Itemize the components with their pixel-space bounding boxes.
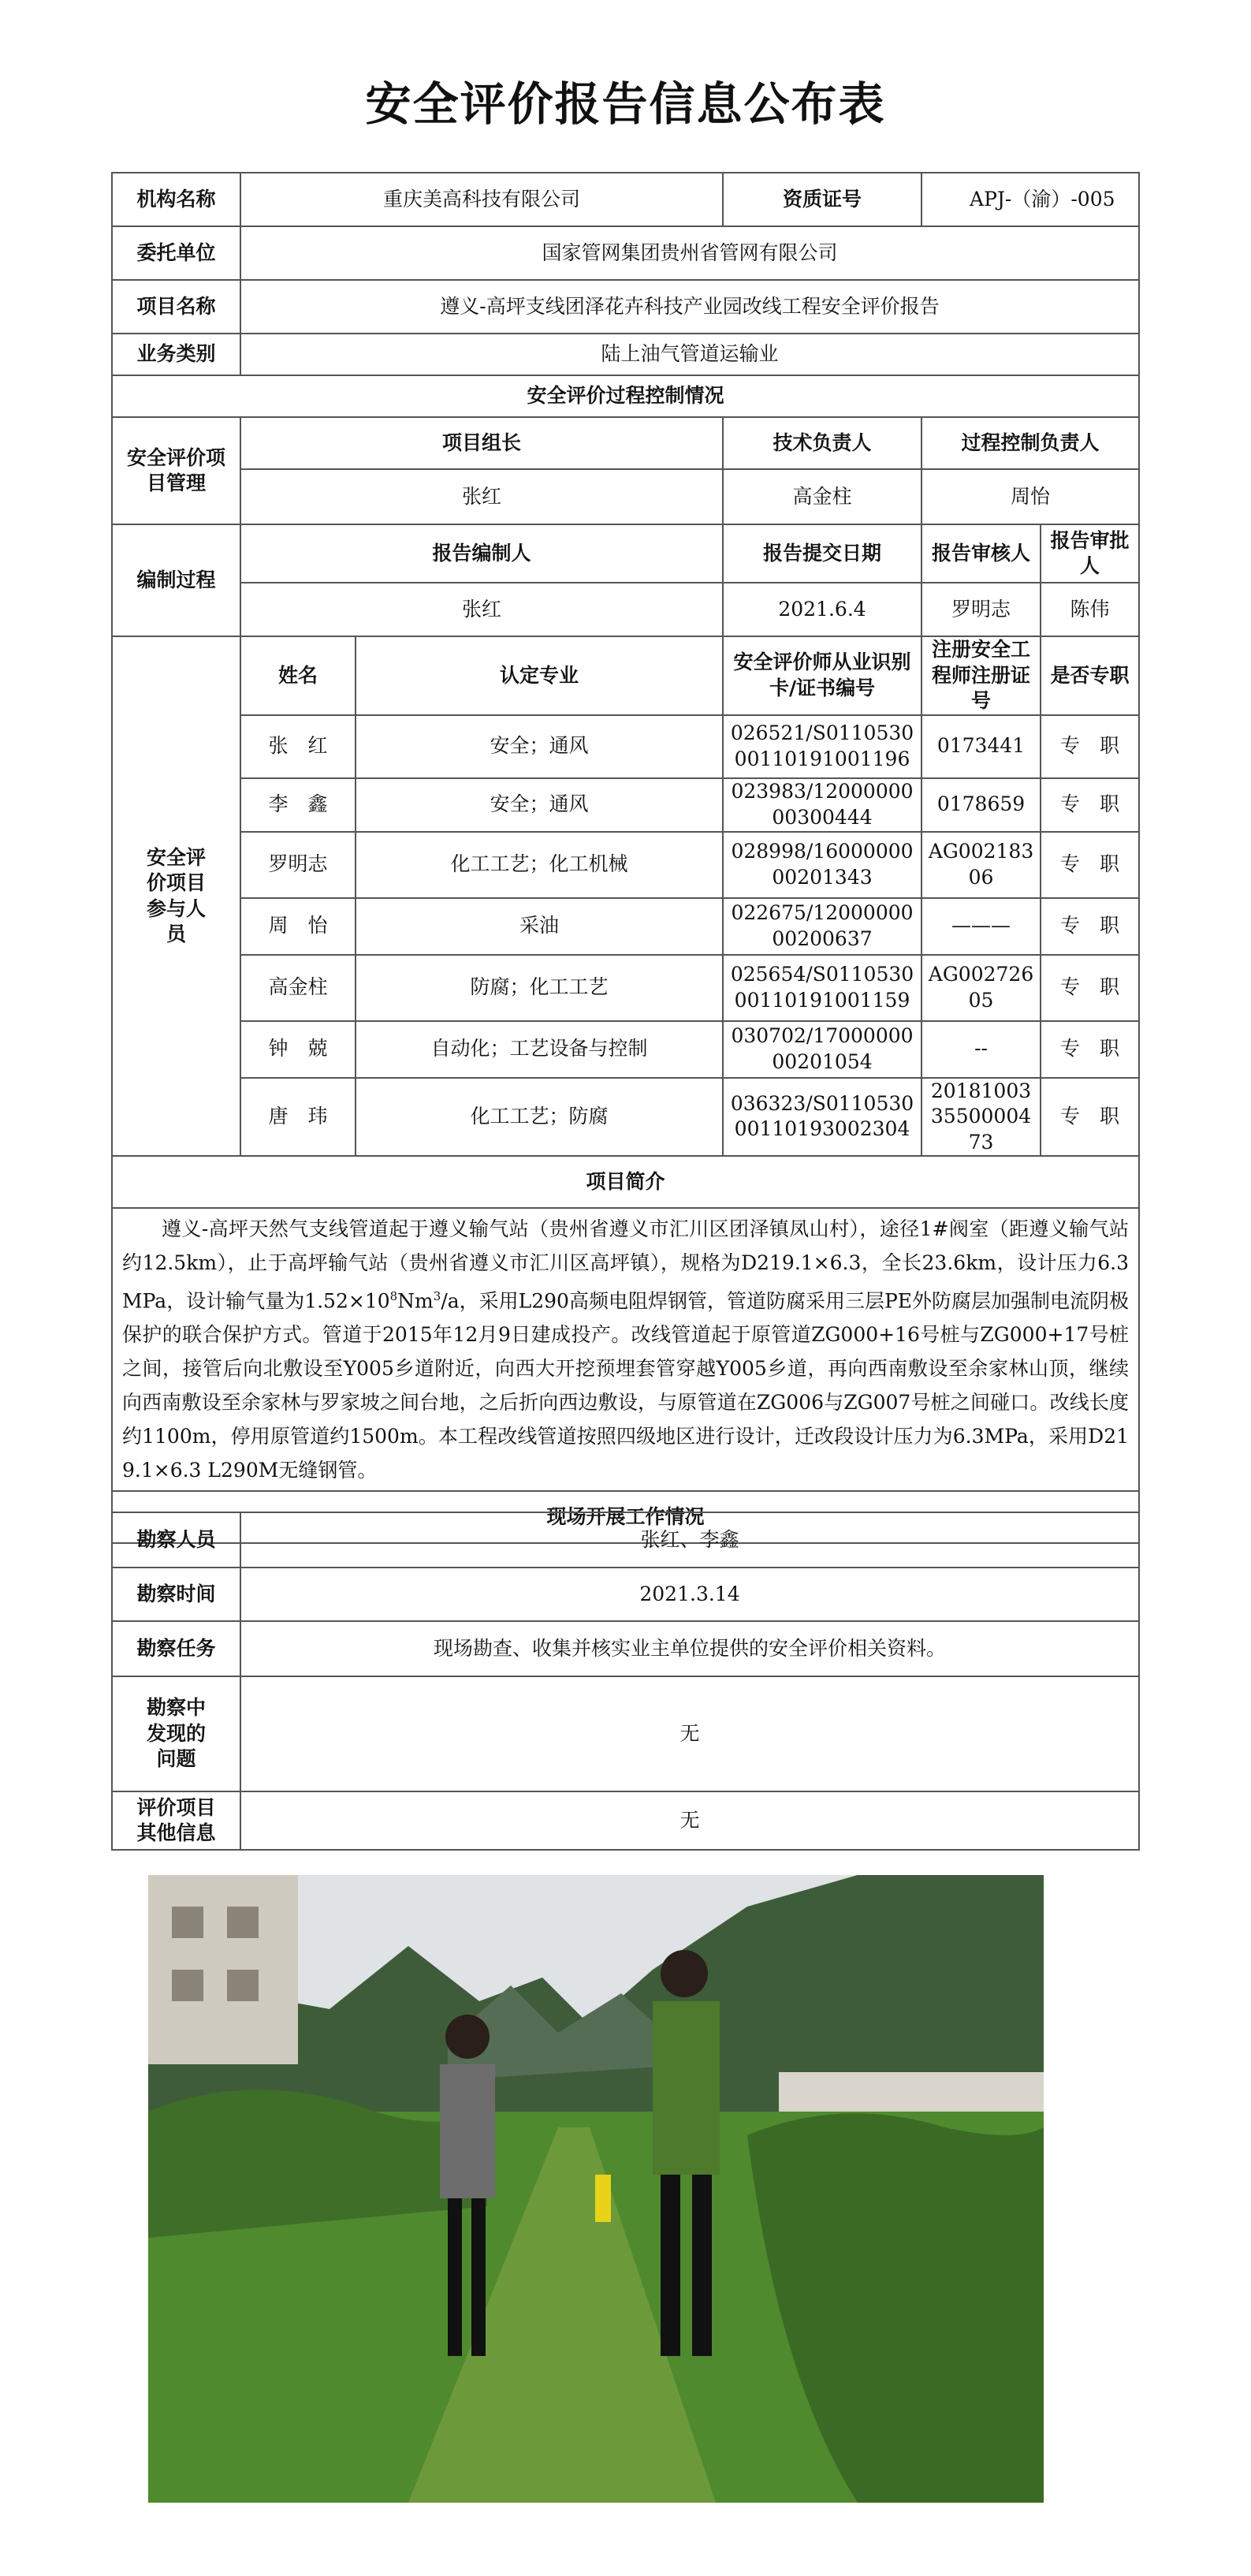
participant-fulltime: 专 职: [1041, 1021, 1139, 1078]
participant-card: 036323/S011053000110193002304: [723, 1078, 921, 1157]
participant-reg: AG00272605: [921, 955, 1041, 1021]
field-value: 2021.3.14: [240, 1568, 1139, 1621]
cert-label: 资质证号: [723, 173, 921, 226]
participant-card: 028998/1600000000201343: [723, 832, 921, 898]
compile-value-date: 2021.6.4: [723, 583, 921, 636]
mgmt-value-control: 周怡: [921, 469, 1139, 524]
intro-text-unit: Nm: [397, 1289, 434, 1313]
project-value: 遵义-高坪支线团泽花卉科技产业园改线工程安全评价报告: [240, 280, 1139, 334]
table-row: [112, 778, 1139, 832]
participant-fulltime: 专 职: [1041, 1078, 1139, 1157]
field-value: 无: [240, 1791, 1139, 1850]
project-label: 项目名称: [112, 280, 240, 334]
mgmt-header-leader: 项目组长: [240, 417, 723, 469]
table-row: [112, 715, 1139, 778]
participant-major: 化工工艺；化工机械: [356, 832, 723, 898]
participant-reg: AG00218306: [921, 832, 1041, 898]
mgmt-label: 安全评价项目管理: [112, 417, 240, 524]
org-name-label: 机构名称: [112, 173, 240, 226]
participant-fulltime: 专 职: [1041, 955, 1139, 1021]
table-row: [112, 1512, 1139, 1568]
compile-value-author: 张红: [240, 583, 723, 636]
compile-header-date: 报告提交日期: [723, 524, 921, 583]
participant-major: 防腐；化工工艺: [356, 955, 723, 1021]
field-value: 张红、李鑫: [240, 1512, 1139, 1568]
client-value: 国家管网集团贵州省管网有限公司: [240, 226, 1139, 280]
table-row: [112, 1021, 1139, 1078]
intro-text: [112, 1208, 1139, 1491]
participant-major: 自动化；工艺设备与控制: [356, 1021, 723, 1078]
intro-header: 项目简介: [112, 1156, 1139, 1208]
site-photo-drawing: [148, 1875, 1044, 2503]
compile-label: 编制过程: [112, 524, 240, 636]
mgmt-header-tech: 技术负责人: [723, 417, 921, 469]
compile-header-author: 报告编制人: [240, 524, 723, 583]
info-table: [111, 172, 1140, 1544]
site-photo: [148, 1875, 1044, 2503]
cert-value: APJ-（渝）-005: [921, 173, 1139, 226]
mgmt-value-tech: 高金柱: [723, 469, 921, 524]
participants-label: 安全评价项目参与人员: [112, 636, 240, 1156]
field-label: 勘察任务: [112, 1621, 240, 1676]
participant-card: 026521/S011053000110191001196: [723, 715, 921, 778]
participant-card: 022675/1200000000200637: [723, 898, 921, 955]
compile-value-approver: 陈伟: [1041, 583, 1139, 636]
participant-major: 采油: [356, 898, 723, 955]
table-row: [112, 1621, 1139, 1676]
field-label: 勘察中发现的问题: [112, 1676, 240, 1791]
participants-header-card: 安全评价师从业识别卡/证书编号: [723, 636, 921, 715]
field-header: 现场开展工作情况: [112, 1491, 1139, 1543]
participants-header-fulltime: 是否专职: [1041, 636, 1139, 715]
participant-name: 钟 兢: [240, 1021, 356, 1078]
participant-name: 唐 玮: [240, 1078, 356, 1157]
org-name-value: 重庆美高科技有限公司: [240, 173, 723, 226]
process-header: 安全评价过程控制情况: [112, 375, 1139, 417]
participant-fulltime: 专 职: [1041, 778, 1139, 832]
field-value: 无: [240, 1676, 1139, 1791]
building: [148, 1875, 298, 2064]
compile-value-reviewer: 罗明志: [921, 583, 1041, 636]
participant-reg: ———: [921, 898, 1041, 955]
participant-fulltime: 专 职: [1041, 832, 1139, 898]
intro-text-part2: /a，采用L290高频电阻焊钢管，管道防腐采用三层PE外防腐层加强制电流阴极保护的联合保护方式。管道于2015年12月9日建成投产。改线管道起于原管道ZG000+16号桩与ZG000+17号桩之间，接管后向北敷设至Y005乡道附近，向西大开挖预埋套管穿越Y005乡道，再向西南敷设至余家林山顶，继续向西南敷设至余家林与罗家坡之间台地，之后折向西边敷设，与原管道在ZG006与ZG007号桩之间碰口。改线长度约1100m，停用原管道约1500m。本工程改线管道按照四级地区进行设计，迁改段设计压力为6.3MPa，采用D219.1×6.3 L290M无缝钢管。: [122, 1289, 1130, 1482]
field-label: 勘察时间: [112, 1568, 240, 1621]
business-label: 业务类别: [112, 334, 240, 375]
client-label: 委托单位: [112, 226, 240, 280]
participant-fulltime: 专 职: [1041, 715, 1139, 778]
participant-card: 030702/1700000000201054: [723, 1021, 921, 1078]
participant-major: 安全；通风: [356, 715, 723, 778]
table-row: [112, 1078, 1139, 1157]
participant-card: 025654/S011053000110191001159: [723, 955, 921, 1021]
field-label: 评价项目其他信息: [112, 1791, 240, 1850]
participant-major: 化工工艺；防腐: [356, 1078, 723, 1157]
participant-reg: 0178659: [921, 778, 1041, 832]
participant-reg: 201810033550000473: [921, 1078, 1041, 1157]
compile-header-approver: 报告审批人: [1041, 524, 1139, 583]
intro-sup-exponent: 8: [389, 1289, 398, 1303]
page-title: 安全评价报告信息公布表: [365, 77, 886, 131]
participant-name: 张 红: [240, 715, 356, 778]
field-label: 勘察人员: [112, 1512, 240, 1568]
participant-name: 罗明志: [240, 832, 356, 898]
compile-header-reviewer: 报告审核人: [921, 524, 1041, 583]
participant-name: 高金柱: [240, 955, 356, 1021]
participant-reg: --: [921, 1021, 1041, 1078]
table-row: [112, 832, 1139, 898]
table-row: [112, 898, 1139, 955]
mgmt-header-control: 过程控制负责人: [921, 417, 1139, 469]
field-table: [111, 1512, 1140, 1851]
participants-header-reg: 注册安全工程师注册证号: [921, 636, 1041, 715]
table-row: [112, 955, 1139, 1021]
participant-card: 023983/1200000000300444: [723, 778, 921, 832]
participants-header-major: 认定专业: [356, 636, 723, 715]
participant-fulltime: 专 职: [1041, 898, 1139, 955]
intro-sup-unit: 3: [433, 1289, 441, 1303]
intro-text-part1: 遵义-高坪天然气支线管道起于遵义输气站（贵州省遵义市汇川区团泽镇凤山村），途径1#阀室（距遵义输气站约12.5km），止于高坪输气站（贵州省遵义市汇川区高坪镇），规格为D219.1×6.3，全长23.6km，设计压力6.3MPa，设计输气量为1.52×10: [122, 1217, 1130, 1313]
business-value: 陆上油气管道运输业: [240, 334, 1139, 375]
participant-name: 周 怡: [240, 898, 356, 955]
participants-header-name: 姓名: [240, 636, 356, 715]
mgmt-value-leader: 张红: [240, 469, 723, 524]
table-row: [112, 1676, 1139, 1791]
participant-major: 安全；通风: [356, 778, 723, 832]
table-row: [112, 1791, 1139, 1850]
table-row: [112, 1568, 1139, 1621]
participant-name: 李 鑫: [240, 778, 356, 832]
participant-reg: 0173441: [921, 715, 1041, 778]
pipeline-marker: [595, 2175, 611, 2222]
field-value: 现场勘查、收集并核实业主单位提供的安全评价相关资料。: [240, 1621, 1139, 1676]
